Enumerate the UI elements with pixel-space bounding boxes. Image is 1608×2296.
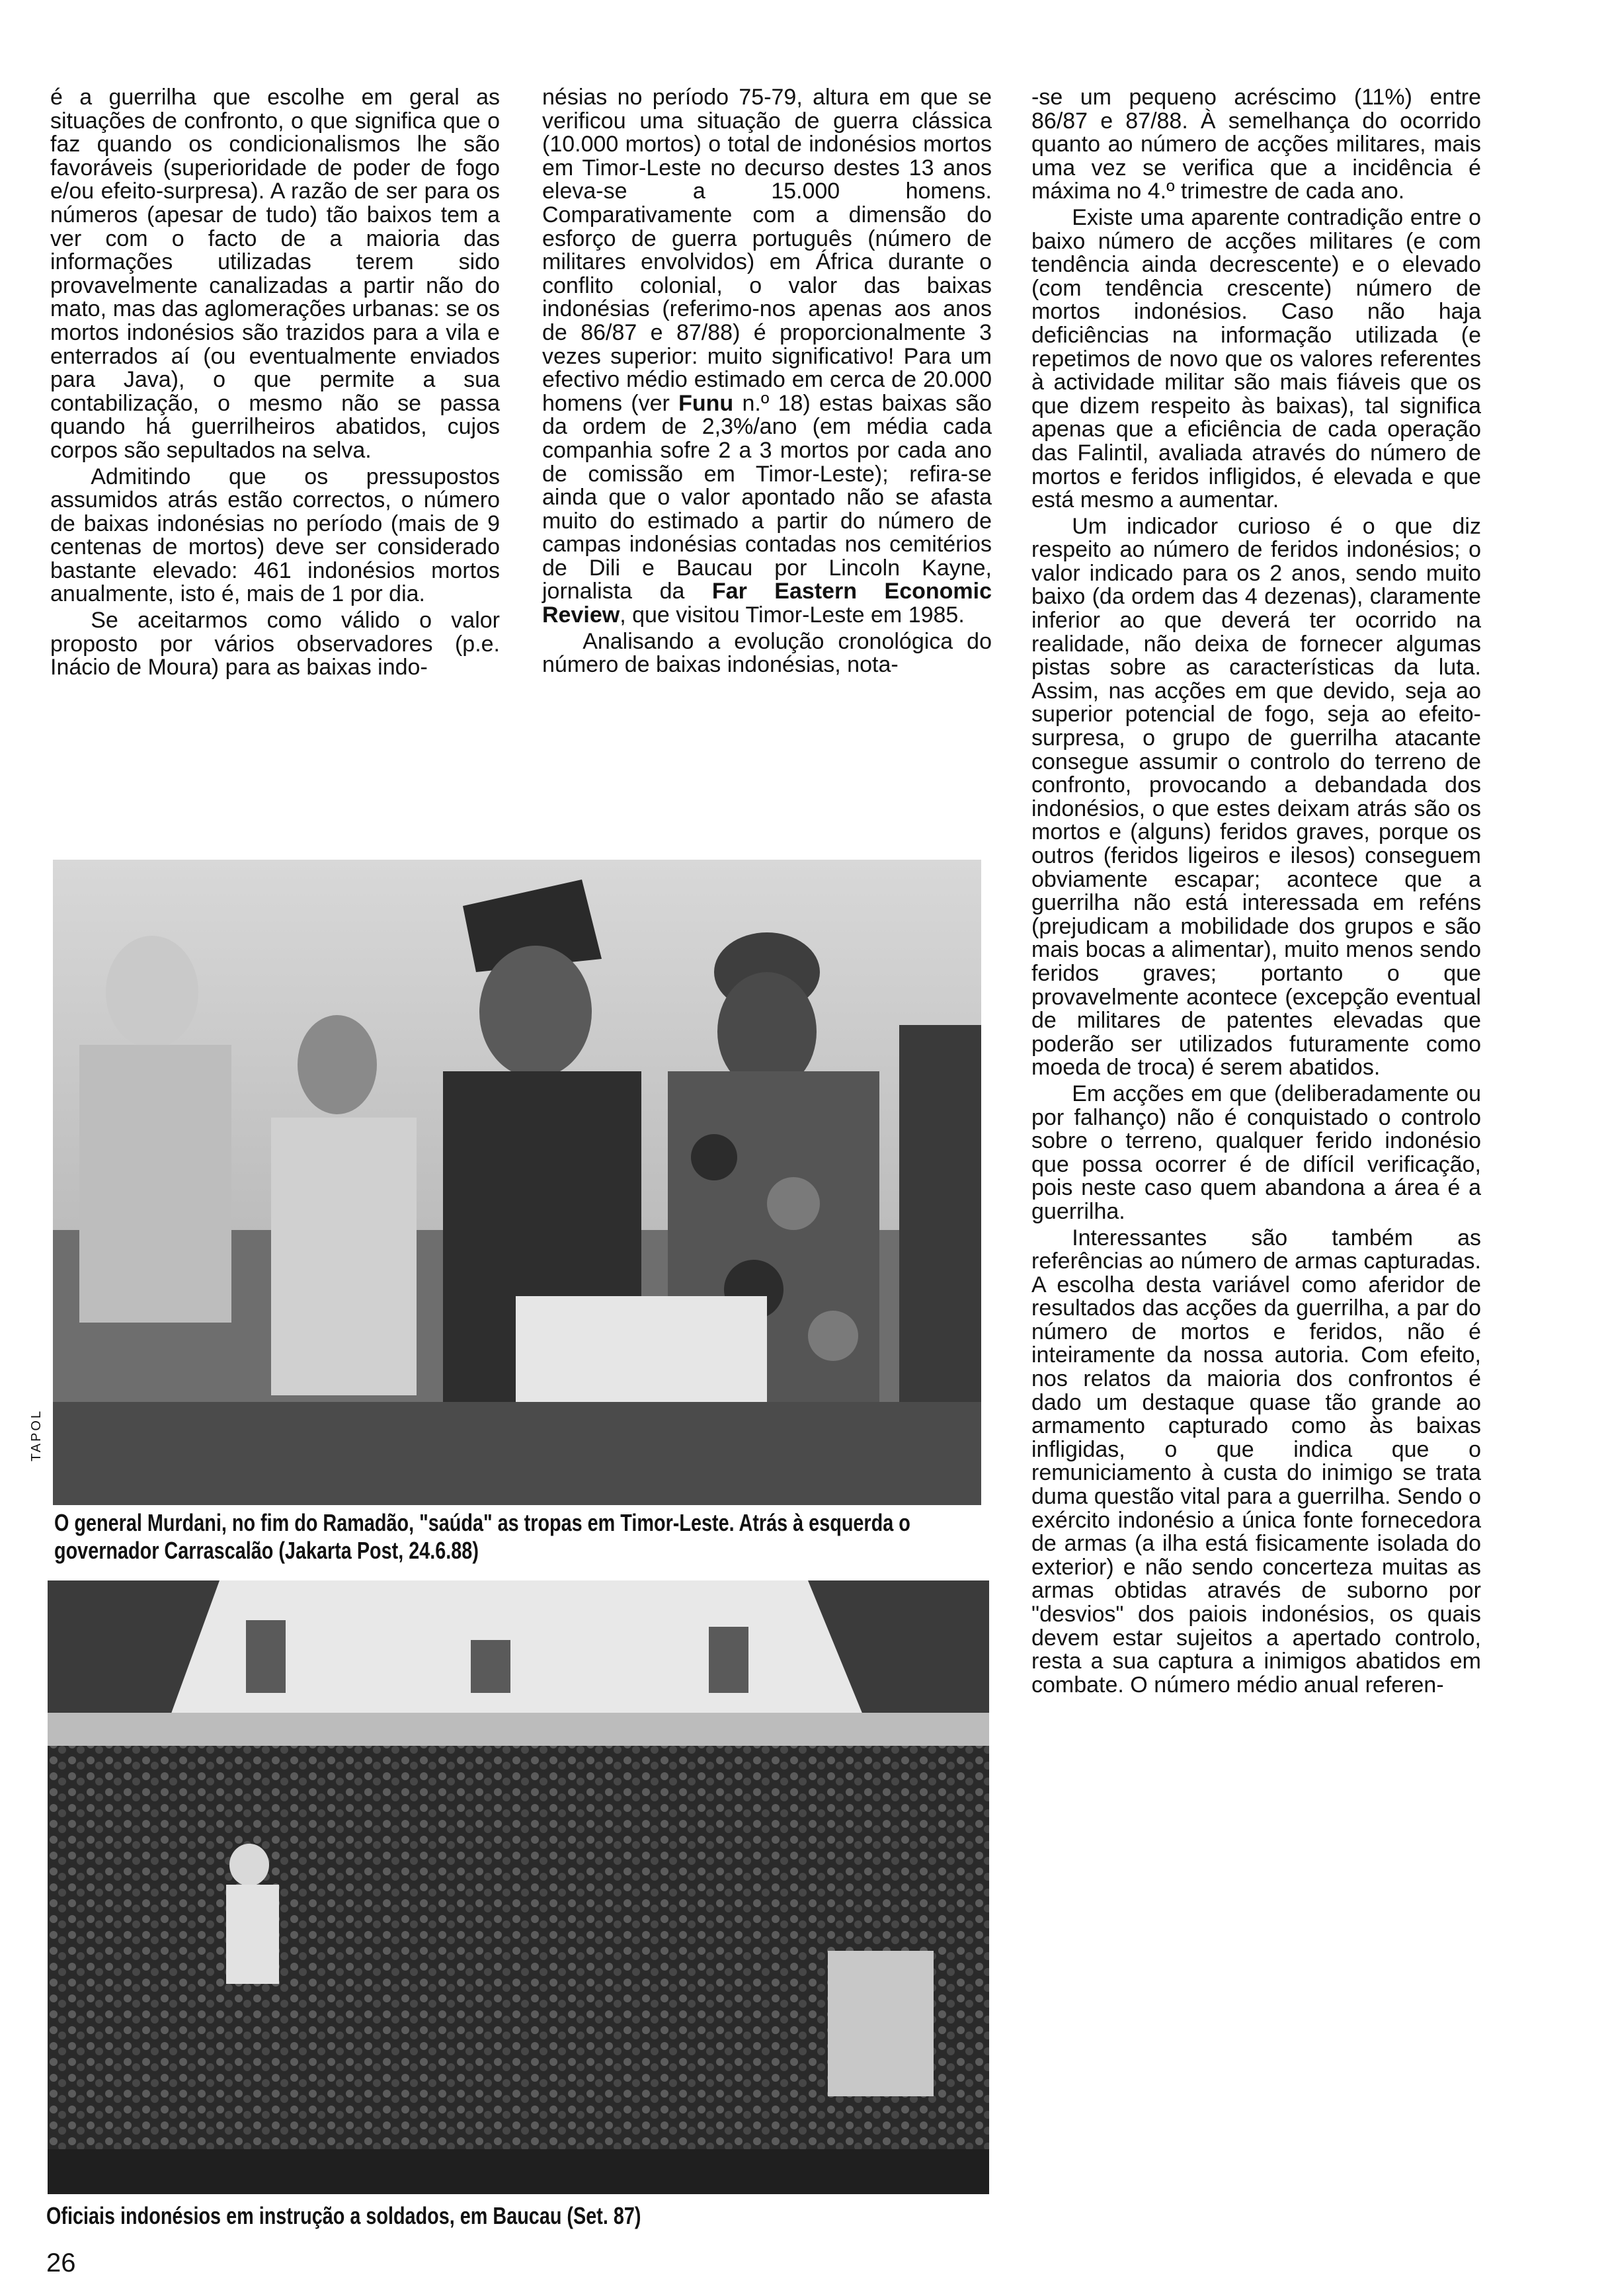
paragraph: Se aceitarmos como válido o valor proposto por vários observadores (p.e. Inácio de Moura) para as baixas indo- xyxy=(50,608,500,680)
photo-baucau-soldiers xyxy=(48,1580,989,2194)
text-run: nésias no período 75-79, altura em que se verificou uma situação de guerra clássica (10.000 mortos) o total de indonésios mortos em Timor-Leste no decurso destes 13 anos eleva-se a 15.000 homens. Comparativamente com a dimensão do esforço de guerra português (número de militares envolvidos) em África durante o conflito colonial, o valor das baixas indonésias (referimo-nos apenas aos anos de 86/87 e 87/88) é proporcionalmente 3 vezes superior: muito significativo! Para um efectivo médio estimado em cerca de 20.000 homens (ver xyxy=(542,85,992,416)
paragraph: Em acções em que (deliberadamente ou por falhanço) não é conquistado o controlo sobre o terreno, qualquer ferido indonésio que possa ocorrer é de difícil verificação, pois neste caso quem abandona a área é a guerrilha. xyxy=(1031,1081,1481,1224)
photo-murdani-troops xyxy=(53,860,981,1505)
publication-name: Far Eastern Economic Review xyxy=(542,579,992,628)
paragraph: Existe uma aparente contradição entre o baixo número de acções militares (e com tendência ainda decrescente) e o elevado (com tendência crescente) número de mortos indonésios. Caso não haja deficiências na informação utilizada (e repetimos de novo que os valores referentes à actividade militar são mais fiáveis que os que dizem respeito às baixas), tal significa apenas que a eficiência de cada operação das Falintil, avaliada através do número de mortos e feridos infligidos, é elevada e que está mesmo a aumentar. xyxy=(1031,204,1481,513)
paragraph: Admitindo que os pressupostos assumidos atrás estão correctos, o número de baixas indonésias no período (mais de 9 centenas de mortos) deve ser considerado bastante elevado: 461 indonésios mortos anualmente, isto é, mais de 1 por dia. xyxy=(50,464,500,607)
paragraph: é a guerrilha que escolhe em geral as situações de confronto, o que significa que o faz quando os condicionalismos lhe são favoráveis (superioridade de poder de fogo e/ou efeito-surpresa). A razão de ser para os números (apesar de tudo) tão baixos tem a ver com o facto de a maioria das informações utilizadas terem sido provavelmente canalizadas a partir não do mato, mas das aglomerações urbanas: se os mortos indonésios são trazidos para a vila e enterrados aí (ou eventualmente enviados para Java), o que permite a sua contabilização, o mesmo não se passa quando há guerrilheiros abatidos, cujos corpos são sepultados na selva. xyxy=(50,85,500,463)
photo-caption-2: Oficiais indonésios em instrução a soldados, em Baucau (Set. 87) xyxy=(46,2202,641,2229)
text-run: , que visitou Timor-Leste em 1985. xyxy=(620,602,965,628)
paragraph: Um indicador curioso é o que diz respeito ao número de feridos indonésios; o valor indicado para os 2 anos, sendo muito baixo (da ordem das 4 dezenas), claramente inferior ao que deverá ter ocorrido na realidade, não deixa de fornecer algumas pistas sobre as características da luta. Assim, nas acções em que devido, seja ao superior potencial de fogo, seja ao efeito-surpresa, o grupo de guerrilha atacante consegue assumir o controlo do terreno de confronto, provocando a debandada dos indonésios, o que estes deixam atrás são os mortos e (alguns) feridos graves, porque os outros (feridos ligeiros e ilesos) conseguem obviamente escapar; acontece que a guerrilha não está interessada em reféns (prejudicam a mobilidade dos grupos e são mais bocas a alimentar), muito menos sendo feridos graves; portanto o que provavelmente acontece (excepção eventual de militares de patentes elevadas que poderão ser utilizados futuramente como moeda de troca) é serem abatidos. xyxy=(1031,513,1481,1081)
text-column-1 xyxy=(50,86,500,680)
publication-name: Funu xyxy=(678,390,734,416)
page-number: 26 xyxy=(46,2248,76,2277)
paragraph: -se um pequeno acréscimo (11%) entre 86/87 e 87/88. À semelhança do ocorrido quanto ao número de acções militares, mais uma vez se verifica que a incidência é máxima no 4.º trimestre de cada ano. xyxy=(1031,85,1481,204)
text-column-2 xyxy=(542,86,992,677)
paragraph: Analisando a evolução cronológica do número de baixas indonésias, nota- xyxy=(542,628,992,678)
photo-credit: TAPOL xyxy=(29,1409,44,1461)
text-column-3 xyxy=(1031,86,1481,1697)
photo-image xyxy=(48,1580,989,2194)
text-run: n.º 18) estas baixas são da ordem de 2,3%/ano (em média cada companhia sofre 2 a 3 mortos por cada ano de comissão em Timor-Leste); refira-se ainda que o valor apontado não se afasta muito do estimado a partir do número de campas indonésias contadas nos cemitérios de Dili e Baucau por Lincoln Kayne, jornalista da xyxy=(542,390,992,604)
paragraph: Interessantes são também as referências ao número de armas capturadas. A escolha desta variável como aferidor de resultados das acções da guerrilha, a par do número de mortos e feridos, não é inteiramente da nossa autoria. Com efeito, nos relatos da maioria dos confrontos é dado um destaque quase tão grande ao armamento capturado como às baixas infligidas, o que indica que o remuniciamento à custa do inimigo se trata duma questão vital para a guerrilha. Sendo o exército indonésio a única fonte fornecedora de armas (a ilha está fisicamente isolada do exterior) e não sendo concerteza muitas as armas obtidas através de suborno por "desvios" dos paiois indonésios, os quais devem estar sujeitos a apertado controlo, resta a sua captura a inimigos abatidos em combate. O número médio anual referen- xyxy=(1031,1225,1481,1698)
paragraph xyxy=(542,86,992,628)
photo-caption-1: O general Murdani, no fim do Ramadão, "saúda" as tropas em Timor-Leste. Atrás à esquerda o governador Carrascalão (Jakarta Post, 24.6.88) xyxy=(54,1509,910,1564)
photo-image xyxy=(53,860,981,1505)
